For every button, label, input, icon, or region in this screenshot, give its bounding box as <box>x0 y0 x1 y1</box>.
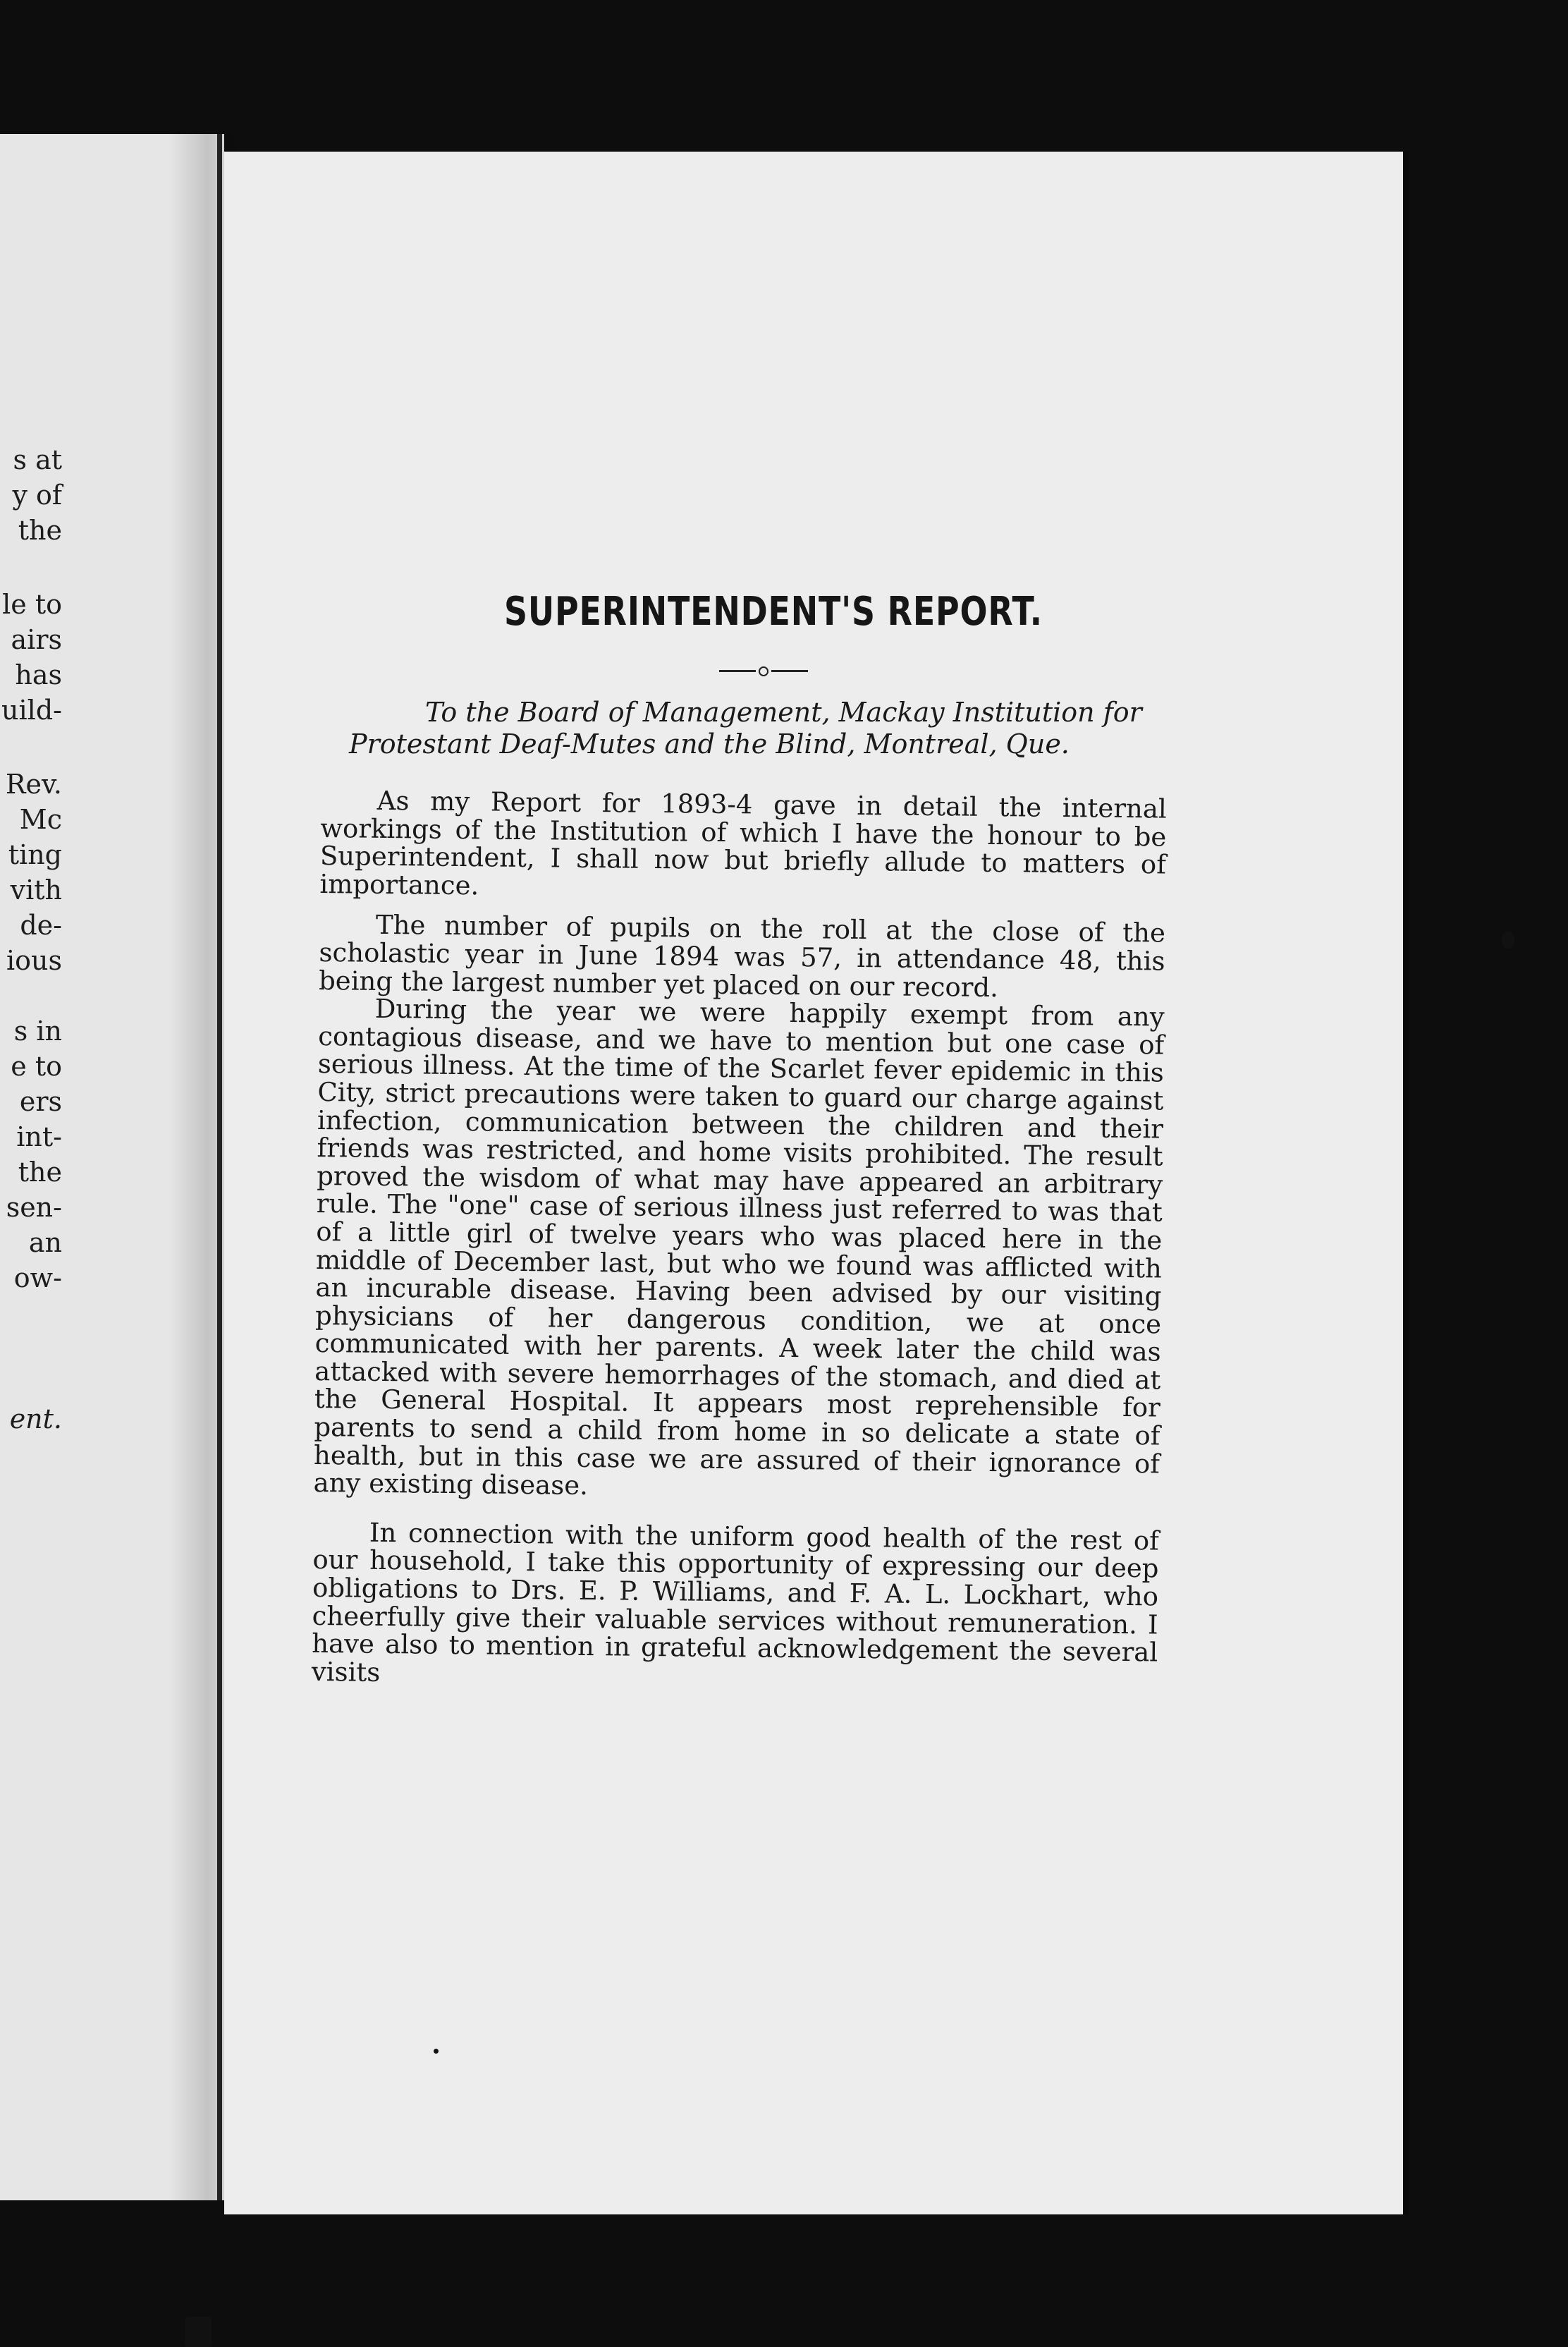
left-page-fragment: airs <box>11 624 62 655</box>
left-page-fragment: Mc <box>19 804 62 835</box>
left-page-fragment: uild- <box>1 695 62 726</box>
report-paragraph: During the year we were happily exempt from any contagious disease, and we have to mention but one case of serious illness. At the time of the Scarlet fever epidemic in this City, strict precautions were taken to guard our charge against infection, communication between the children and their friends was restricted, and home visits prohibited. The result proved the wisdom of what may have appeared an arbitrary rule. The "one" case of serious illness just referred to was that of a little girl of twelve years who was placed here in the middle of December last, but who we found was afflicted with an incurable disease. Having been advised by our visiting physicians of her dangerous condition, we at once communicated with her parents. A week later the child was attacked with severe hemorrhages of the stomach, and died at the General Hospital. It appears most reprehensible for parents to send a child from home in so delicate a state of health, but in this case we are assured of their ignorance of any existing disease. <box>313 993 1165 1501</box>
salutation-line: Protestant Deaf-Mutes and the Blind, Montreal, Que. <box>349 729 1070 760</box>
left-page-fragment: ent. <box>9 1403 62 1434</box>
left-page-fragment: e to <box>11 1051 62 1082</box>
scan-speck <box>434 2049 439 2054</box>
left-page-fragment: the <box>18 515 62 546</box>
binding-shadow <box>169 134 233 2200</box>
left-page-fragment: sen- <box>6 1192 62 1223</box>
report-paragraph: In connection with the uniform good health of the rest of our household, I take this opportunity of expressing our deep obligations to Drs. E. P. Williams, and F. A. L. Lockhart, who cheerfully give their valuable services without remuneration. I have also to mention in grateful acknowledgement the several visits <box>311 1517 1160 1688</box>
left-page-fragment: vith <box>10 874 62 906</box>
report-body <box>312 786 1167 1695</box>
left-page-fragment: de- <box>20 910 62 941</box>
left-page-fragment: Rev. <box>5 769 62 800</box>
left-page-fragment: s in <box>13 1016 62 1047</box>
left-page-fragment: ow- <box>13 1262 62 1293</box>
report-title: SUPERINTENDENT'S REPORT. <box>504 589 1043 635</box>
left-page-fragment: y of <box>12 480 62 511</box>
page-edge <box>1403 152 1409 2214</box>
left-page-fragment: ers <box>19 1086 62 1117</box>
left-page-fragment: int- <box>16 1121 62 1152</box>
left-page-fragment: s at <box>13 444 62 475</box>
title-ornament <box>712 663 814 677</box>
left-page-fragment: le to <box>2 589 62 620</box>
left-page-fragment: the <box>18 1157 62 1188</box>
report-salutation <box>349 697 1181 760</box>
salutation-line: To the Board of Management, Mackay Institution for <box>425 697 1142 728</box>
scan-speck <box>1502 931 1514 949</box>
page-gutter <box>217 134 222 2200</box>
left-page-fragment: ting <box>8 839 62 870</box>
left-page-fragment: ious <box>6 945 62 976</box>
scan-speck <box>185 2317 212 2347</box>
left-page-fragment: an <box>28 1227 62 1258</box>
left-page-fragment: has <box>15 659 62 690</box>
report-paragraph: As my Report for 1893-4 gave in detail the internal workings of the Institution of which I have the honour to be Superintendent, I shall now but briefly allude to matters of importance. <box>319 785 1167 901</box>
report-paragraph: The number of pupils on the roll at the close of the scholastic year in June 1894 was 57, in attendance 48, this being the largest number yet placed on our record. <box>318 910 1166 1003</box>
